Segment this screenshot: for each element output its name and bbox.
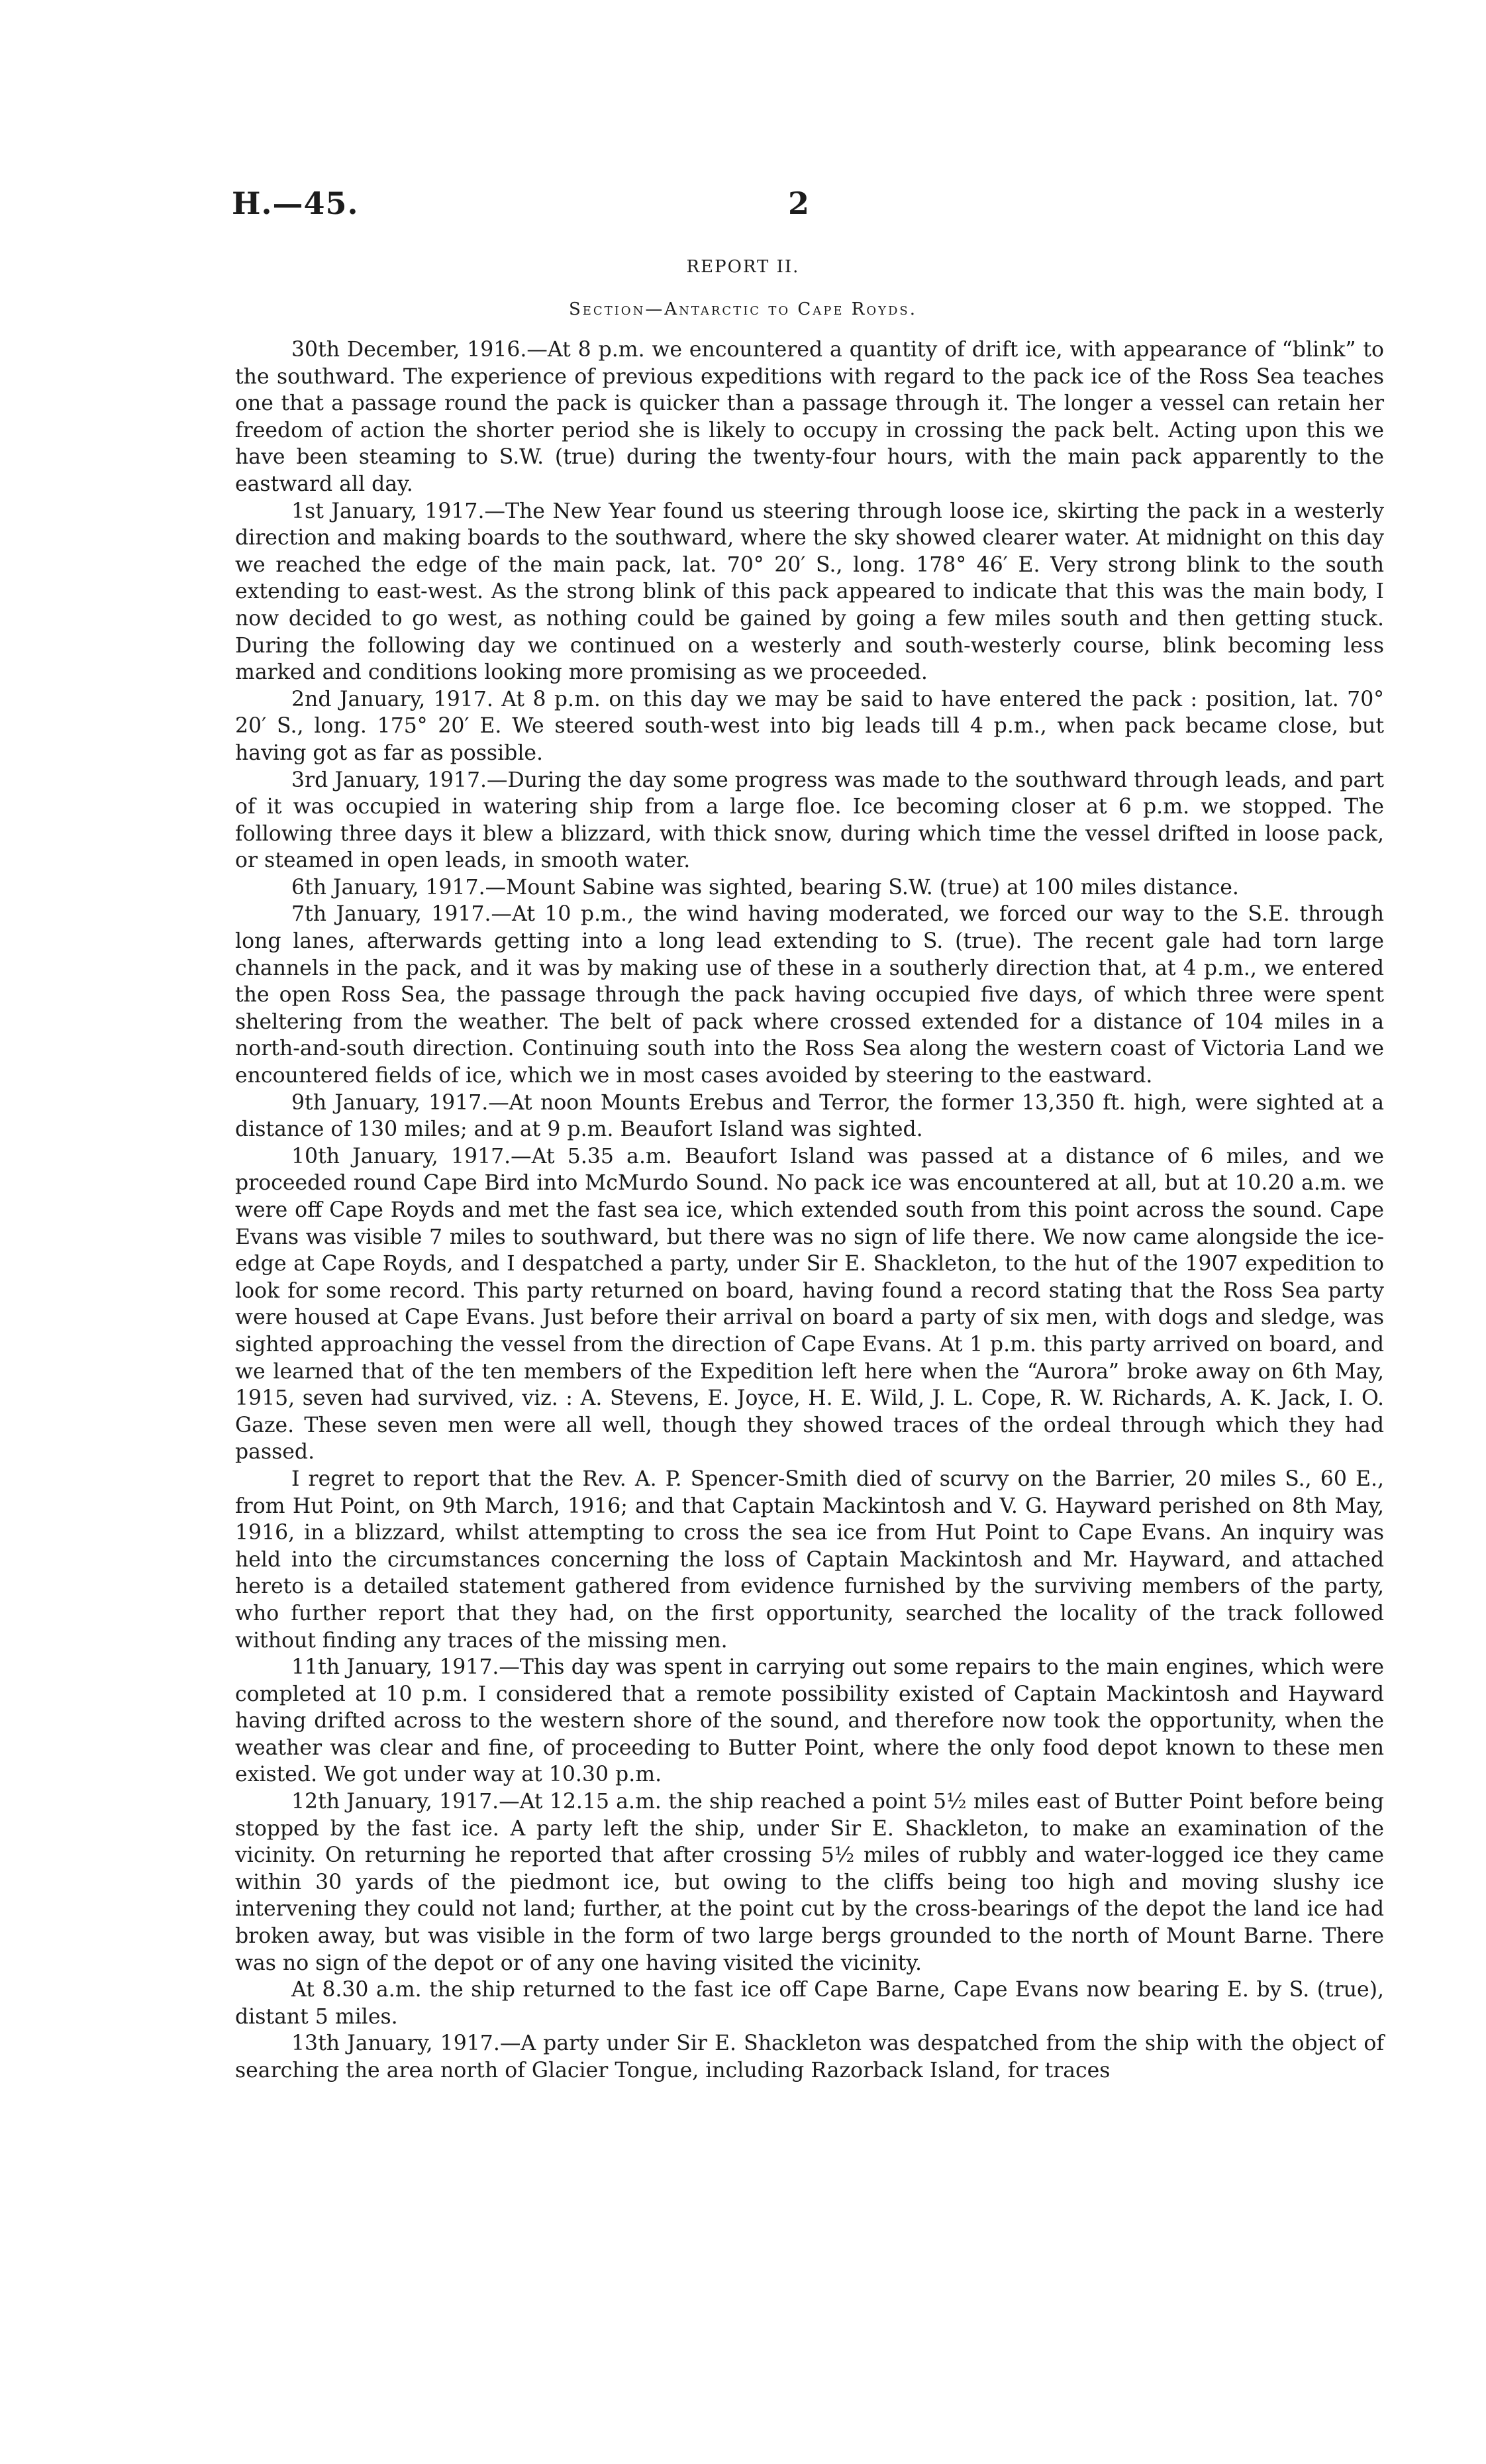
paragraph: 7th January, 1917.—At 10 p.m., the wind having moderated, we forced our way to the S.E. through long lanes, afterwards getting into a long lead extending to S. (true). The recent gale had torn large channels in the pack, and it was by making use of these in a southerly direction that, at 4 p.m., we entered the open Ross Sea, the passage through the pack having occupied five days, of which three were spent sheltering from the weather. The belt of pack where crossed extended for a distance of 104 miles in a north-and-south direction. Continuing south into the Ross Sea along the western coast of Victoria Land we encountered fields of ice, which we in most cases avoided by steering to the eastward.	[235, 902, 1384, 1088]
paragraph: 11th January, 1917.—This day was spent in carrying out some repairs to the main engines, which were completed at 10 p.m. I considered that a remote possibility existed of Captain Mackintosh and Hayward having drifted across to the western shore of the sound, and therefore now took the opportunity, when the weather was clear and fine, of proceeding to Butter Point, where the only food depot known to these men existed. We got under way at 10.30 p.m.	[235, 1655, 1384, 1787]
paragraph: At 8.30 a.m. the ship returned to the fast ice off Cape Barne, Cape Evans now bearing E. by S. (true), distant 5 miles.	[235, 1978, 1384, 2029]
paragraph: 10th January, 1917.—At 5.35 a.m. Beaufort Island was passed at a distance of 6 miles, and we proceeded round Cape Bird into McMurdo Sound. No pack ice was encountered at all, but at 10.20 a.m. we were off Cape Royds and met the fast sea ice, which extended south from this point across the sound. Cape Evans was visible 7 miles to southward, but there was no sign of life there. We now came alongside the ice-edge at Cape Royds, and I despatched a party, under Sir E. Shackleton, to the hut of the 1907 expedition to look for some record. This party returned on board, having found a record stating that the Ross Sea party were housed at Cape Evans. Just before their arrival on board a party of six men, with dogs and sledge, was sighted approaching the vessel from the direction of Cape Evans. At 1 p.m. this party arrived on board, and we learned that of the ten members of the Expedition left here when the “Aurora” broke away on 6th May, 1915, seven had survived, viz. : A. Stevens, E. Joyce, H. E. Wild, J. L. Cope, R. W. Richards, A. K. Jack, I. O. Gaze. These seven men were all well, though they showed traces of the ordeal through which they had passed.	[235, 1144, 1384, 1464]
paragraph: 6th January, 1917.—Mount Sabine was sighted, bearing S.W. (true) at 100 miles distance.	[291, 875, 1239, 899]
paragraph: 12th January, 1917.—At 12.15 a.m. the ship reached a point 5½ miles east of Butter Point before being stopped by the fast ice. A party left the ship, under Sir E. Shackleton, to make an examination of the vicinity. On returning he reported that after crossing 5½ miles of rubbly and water-logged ice they came within 30 yards of the piedmont ice, but owing to the cliffs being too high and moving slushy ice intervening they could not land; further, at the point cut by the cross-bearings of the depot the land ice had broken away, but was visible in the form of two large bergs grounded to the north of Mount Barne. There was no sign of the depot or of any one having visited the vicinity.	[235, 1790, 1384, 1975]
document-reference: H.—45.	[232, 185, 359, 221]
paragraph: I regret to report that the Rev. A. P. Spencer-Smith died of scurvy on the Barrier, 20 miles S., 60 E., from Hut Point, on 9th March, 1916; and that Captain Mackintosh and V. G. Hayward perished on 8th May, 1916, in a blizzard, whilst attempting to cross the sea ice from Hut Point to Cape Evans. An inquiry was held into the circumstances concerning the loss of Captain Mackintosh and Mr. Hayward, and attached hereto is a detailed statement gathered from evidence furnished by the surviving members of the party, who further report that they had, on the first opportunity, searched the locality of the track followed without finding any traces of the missing men.	[235, 1466, 1384, 1653]
paragraph: 30th December, 1916.—At 8 p.m. we encountered a quantity of drift ice, with appearance of “blink” to the southward. The experience of previous expeditions with regard to the pack ice of the Ross Sea teaches one that a passage round the pack is quicker than a passage through it. The longer a vessel can retain her freedom of action the shorter period she is likely to occupy in crossing the pack belt. Acting upon this we have been steaming to S.W. (true) during the twenty-four hours, with the main pack apparently to the eastward all day.	[235, 338, 1384, 496]
report-title: REPORT II.	[686, 257, 800, 277]
paragraph: 3rd January, 1917.—During the day some progress was made to the southward through leads, and part of it was occupied in watering ship from a large floe. Ice becoming closer at 6 p.m. we stopped. The following three days it blew a blizzard, with thick snow, during which time the vessel drifted in loose pack, or steamed in open leads, in smooth water.	[235, 768, 1384, 873]
paragraph: 13th January, 1917.—A party under Sir E. Shackleton was despatched from the ship with the object of searching the area north of Glacier Tongue, including Razorback Island, for traces	[235, 2031, 1384, 2082]
paragraph: 9th January, 1917.—At noon Mounts Erebus and Terror, the former 13,350 ft. high, were sighted at a distance of 130 miles; and at 9 p.m. Beaufort Island was sighted.	[235, 1090, 1384, 1142]
page-number: 2	[788, 185, 810, 221]
paragraph: 1st January, 1917.—The New Year found us steering through loose ice, skirting the pack in a westerly direction and making boards to the southward, where the sky showed clearer water. At midnight on this day we reached the edge of the main pack, lat. 70° 20′ S., long. 178° 46′ E. Very strong blink to the south extending to east-west. As the strong blink of this pack appeared to indicate that this was the main body, I now decided to go west, as nothing could be gained by going a few miles south and then getting stuck. During the following day we continued on a westerly and south-westerly course, blink becoming less marked and conditions looking more promising as we proceeded.	[235, 499, 1384, 685]
report-body	[235, 336, 1384, 2084]
section-heading: Section—Antarctic to Cape Royds.	[568, 299, 918, 319]
paragraph: 2nd January, 1917. At 8 p.m. on this day we may be said to have entered the pack : position, lat. 70° 20′ S., long. 175° 20′ E. We steered south-west into big leads till 4 p.m., when pack became close, but having got as far as possible.	[235, 687, 1384, 765]
